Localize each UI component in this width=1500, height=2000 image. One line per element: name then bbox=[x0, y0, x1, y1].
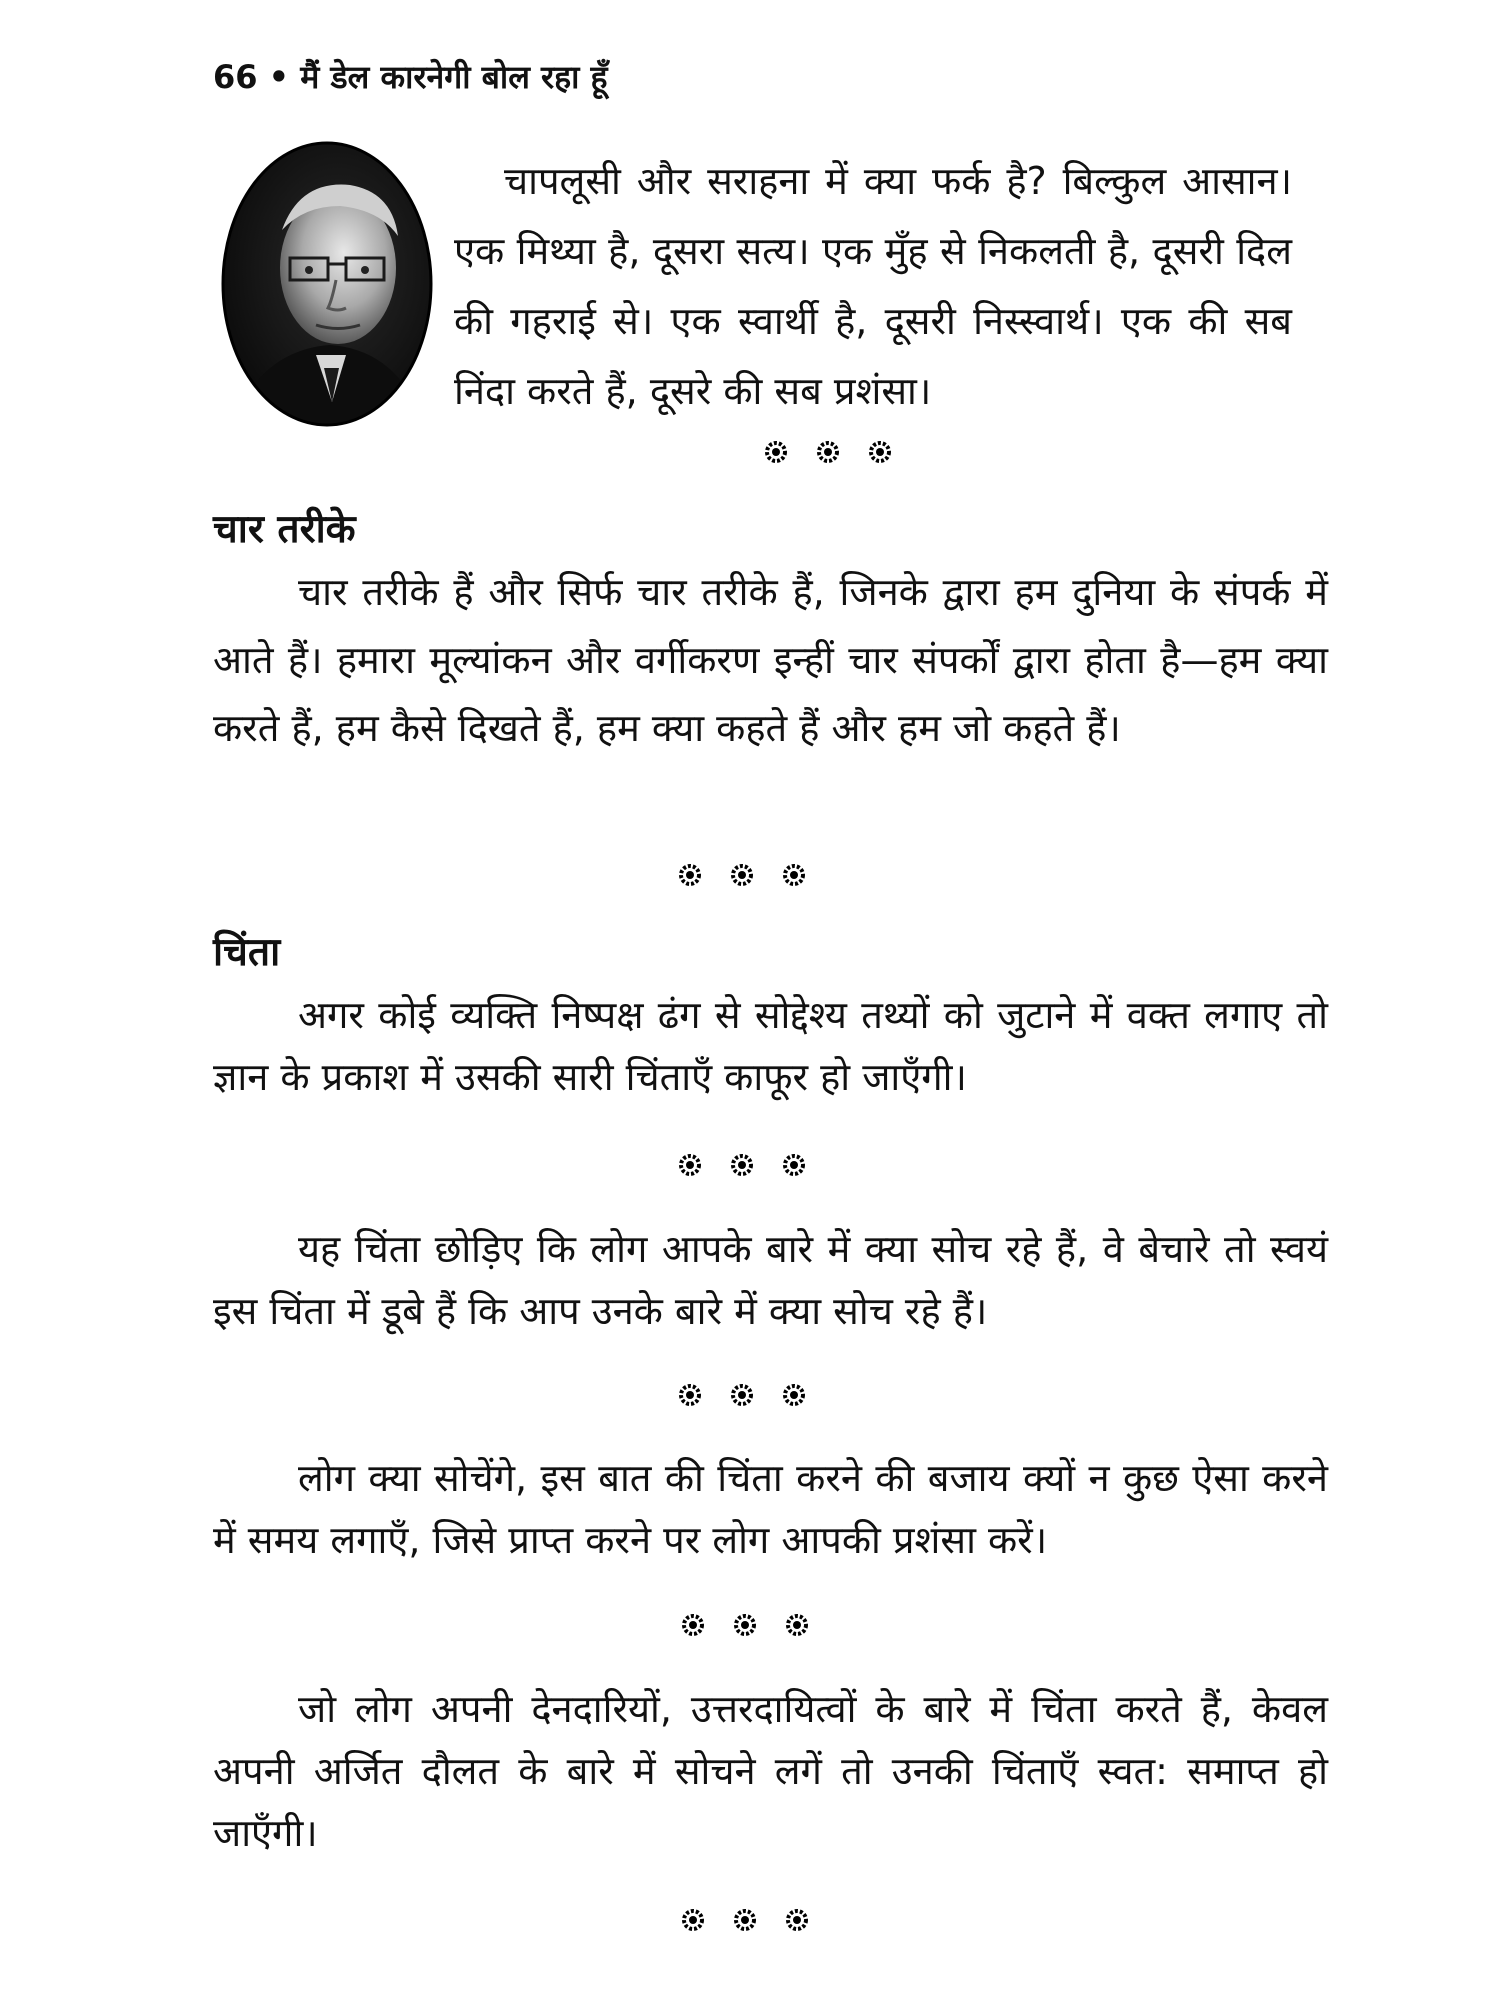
ornament-separator bbox=[672, 1380, 812, 1410]
ornament-separator bbox=[675, 1610, 815, 1640]
flower-ornament-icon bbox=[785, 1156, 803, 1174]
flower-ornament-icon bbox=[733, 1156, 751, 1174]
bullet-separator: • bbox=[268, 58, 290, 96]
paragraph: अगर कोई व्यक्ति निष्पक्ष ढंग से सोद्देश्य तथ्यों को जुटाने में वक्त लगाए तो ज्ञान के प्रकाश में उसकी सारी चिंताएँ काफूर हो जाएँगी। bbox=[213, 993, 1328, 1099]
flower-ornament-icon bbox=[785, 866, 803, 884]
flower-ornament-icon bbox=[767, 443, 785, 461]
flower-ornament-icon bbox=[736, 1616, 754, 1634]
flower-ornament-icon bbox=[788, 1911, 806, 1929]
ornament-separator bbox=[758, 437, 898, 467]
portrait-photo bbox=[220, 140, 434, 428]
flower-ornament-icon bbox=[684, 1616, 702, 1634]
running-head bbox=[213, 52, 608, 102]
section-heading: चिंता bbox=[213, 930, 281, 975]
flower-ornament-icon bbox=[819, 443, 837, 461]
ornament-separator bbox=[672, 1150, 812, 1180]
paragraph: चार तरीके हैं और सिर्फ चार तरीके हैं, जिनके द्वारा हम दुनिया के संपर्क में आते हैं। हमारा मूल्यांकन और वर्गीकरण इन्हीं चार संपर्कों द्वारा होता है—हम क्या करते हैं, हम कैसे दिखते हैं, हम क्या कहते हैं और हम जो कहते हैं। bbox=[213, 570, 1328, 750]
flower-ornament-icon bbox=[736, 1911, 754, 1929]
flower-ornament-icon bbox=[871, 443, 889, 461]
paragraph: लोग क्या सोचेंगे, इस बात की चिंता करने की बजाय क्यों न कुछ ऐसा करने में समय लगाएँ, जिसे प्राप्त करने पर लोग आपकी प्रशंसा करें। bbox=[213, 1456, 1328, 1562]
flower-ornament-icon bbox=[681, 1156, 699, 1174]
page-number: 66 bbox=[213, 58, 258, 96]
ornament-separator bbox=[675, 1905, 815, 1935]
flower-ornament-icon bbox=[733, 866, 751, 884]
paragraph: यह चिंता छोड़िए कि लोग आपके बारे में क्या सोच रहे हैं, वे बेचारे तो स्वयं इस चिंता में डूबे हैं कि आप उनके बारे में क्या सोच रहे हैं। bbox=[213, 1227, 1328, 1333]
flower-ornament-icon bbox=[785, 1386, 803, 1404]
intro-paragraph: चापलूसी और सराहना में क्या फर्क है? बिल्कुल आसान। एक मिथ्या है, दूसरा सत्य। एक मुँह से निकलती है, दूसरी दिल की गहराई से। एक स्वार्थी है, दूसरी निस्स्वार्थ। एक की सब निंदा करते हैं, दूसरे की सब प्रशंसा। bbox=[454, 159, 1292, 413]
flower-ornament-icon bbox=[788, 1616, 806, 1634]
ornament-separator bbox=[672, 860, 812, 890]
flower-ornament-icon bbox=[684, 1911, 702, 1929]
flower-ornament-icon bbox=[733, 1386, 751, 1404]
paragraph: जो लोग अपनी देनदारियों, उत्तरदायित्वों के बारे में चिंता करते हैं, केवल अपनी अर्जित दौलत के बारे में सोचने लगें तो उनकी चिंताएँ स्वत: समाप्त हो जाएँगी। bbox=[213, 1687, 1328, 1855]
flower-ornament-icon bbox=[681, 866, 699, 884]
book-title: मैं डेल कारनेगी बोल रहा हूँ bbox=[300, 58, 608, 96]
flower-ornament-icon bbox=[681, 1386, 699, 1404]
section-heading: चार तरीके bbox=[213, 507, 356, 552]
